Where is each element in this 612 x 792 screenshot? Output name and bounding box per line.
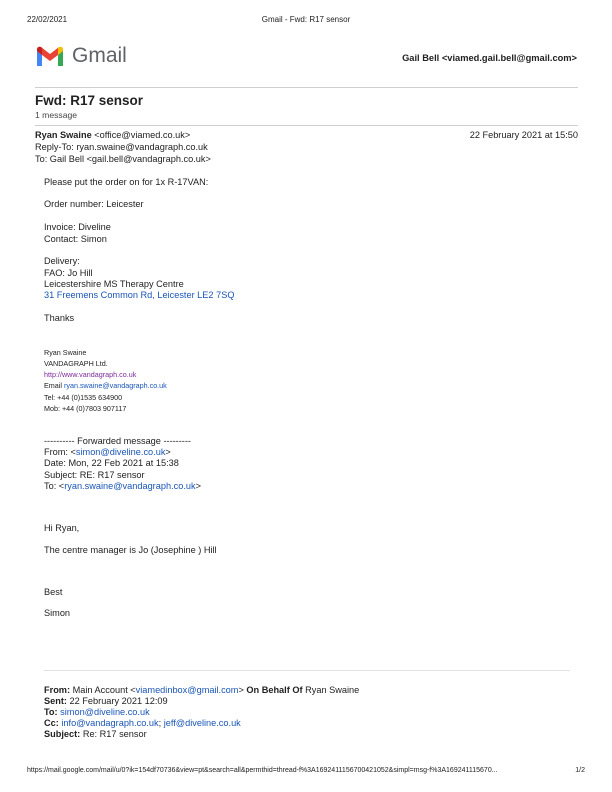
reply-to: Reply-To: ryan.swaine@vandagraph.co.uk (35, 142, 208, 152)
earlier-from-name: Main Account < (72, 685, 136, 695)
signature-mob: Mob: +44 (0)7803 907117 (44, 404, 127, 413)
print-title: Gmail - Fwd: R17 sensor (261, 15, 351, 24)
earlier-behalf-label: On Behalf Of (246, 685, 303, 695)
earlier-cc (44, 718, 241, 730)
forwarded-signoff: Simon (44, 608, 71, 618)
message-date: 22 February 2021 at 15:50 (469, 130, 578, 140)
earlier-from-close: > (238, 685, 244, 695)
earlier-cc1-link[interactable]: info@vandagraph.co.uk (61, 718, 159, 728)
earlier-behalf-name: Ryan Swaine (305, 685, 360, 695)
forwarded-body: The centre manager is Jo (Josephine ) Hill (44, 545, 217, 555)
signature-tel: Tel: +44 (0)1535 634900 (44, 393, 123, 402)
body-line: Delivery: (44, 256, 80, 266)
earlier-cc-label: Cc: (44, 718, 59, 728)
earlier-subject (44, 729, 147, 741)
body-line: Invoice: Diveline (44, 222, 111, 232)
forwarded-to-close: > (195, 481, 201, 491)
earlier-subject-label: Subject: (44, 729, 81, 739)
account-label: Gail Bell <viamed.gail.bell@gmail.com> (402, 53, 577, 63)
signature-email-link[interactable]: ryan.swaine@vandagraph.co.uk (63, 381, 167, 390)
sender-email[interactable]: <office@viamed.co.uk> (94, 130, 191, 140)
gmail-m-icon (35, 45, 65, 68)
divider (35, 125, 578, 126)
message-count: 1 message (35, 110, 78, 120)
forwarded-closing: Best (44, 587, 63, 597)
divider (44, 670, 570, 671)
body-line: FAO: Jo Hill (44, 268, 93, 278)
earlier-from-label: From: (44, 685, 71, 695)
print-date: 22/02/2021 (27, 15, 68, 24)
forwarded-date: Date: Mon, 22 Feb 2021 at 15:38 (44, 458, 179, 468)
earlier-cc-separator: ; (158, 718, 162, 728)
forwarded-from-label: From: < (44, 447, 76, 457)
thread-subject: Fwd: R17 sensor (35, 93, 144, 108)
earlier-to (44, 707, 150, 719)
gmail-logo[interactable] (35, 45, 65, 73)
forwarded-from (44, 447, 171, 459)
forwarded-from-email-link[interactable]: simon@diveline.co.uk (75, 447, 166, 457)
gmail-wordmark: Gmail (72, 44, 127, 67)
signature-name: Ryan Swaine (44, 348, 87, 357)
body-line: Please put the order on for 1x R-17VAN: (44, 177, 209, 187)
forwarded-subject: Subject: RE: R17 sensor (44, 470, 145, 480)
signature-email-label: Email (44, 381, 62, 390)
earlier-sent (44, 696, 168, 708)
body-line: Contact: Simon (44, 234, 107, 244)
print-url: https://mail.google.com/mail/u/0?ik=154df70736&view=pt&search=all&permthid=thread-f%3A1692411156700421052&simpl=msg-f%3A169241115670... (27, 767, 498, 774)
to-recipient: To: Gail Bell <gail.bell@vandagraph.co.uk> (35, 154, 211, 164)
address-link[interactable]: 31 Freemens Common Rd, Leicester LE2 7SQ (44, 290, 235, 300)
earlier-subject-value: Re: R17 sensor (82, 729, 147, 739)
earlier-sent-label: Sent: (44, 696, 67, 706)
sender (35, 130, 190, 142)
forwarded-to (44, 481, 201, 493)
signature-company: VANDAGRAPH Ltd. (44, 359, 108, 368)
earlier-to-label: To: (44, 707, 58, 717)
signature-email-row (44, 380, 167, 392)
forwarded-to-label: To: < (44, 481, 65, 491)
sender-name: Ryan Swaine (35, 130, 92, 140)
forwarded-separator: ---------- Forwarded message --------- (44, 436, 191, 446)
earlier-sent-value: 22 February 2021 12:09 (69, 696, 168, 706)
page-number: 1/2 (575, 767, 585, 774)
earlier-from (44, 685, 359, 697)
forwarded-to-email-link[interactable]: ryan.swaine@vandagraph.co.uk (64, 481, 196, 491)
earlier-to-email-link[interactable]: simon@diveline.co.uk (60, 707, 150, 717)
body-line: Thanks (44, 313, 75, 323)
signature-website-link[interactable]: http://www.vandagraph.co.uk (44, 370, 137, 379)
body-line: Leicestershire MS Therapy Centre (44, 279, 184, 289)
forwarded-greeting: Hi Ryan, (44, 523, 80, 533)
earlier-from-email-link[interactable]: viamedinbox@gmail.com (135, 685, 239, 695)
earlier-cc2-link[interactable]: jeff@diveline.co.uk (163, 718, 241, 728)
forwarded-from-close: > (165, 447, 171, 457)
divider (35, 87, 578, 88)
body-line: Order number: Leicester (44, 199, 144, 209)
